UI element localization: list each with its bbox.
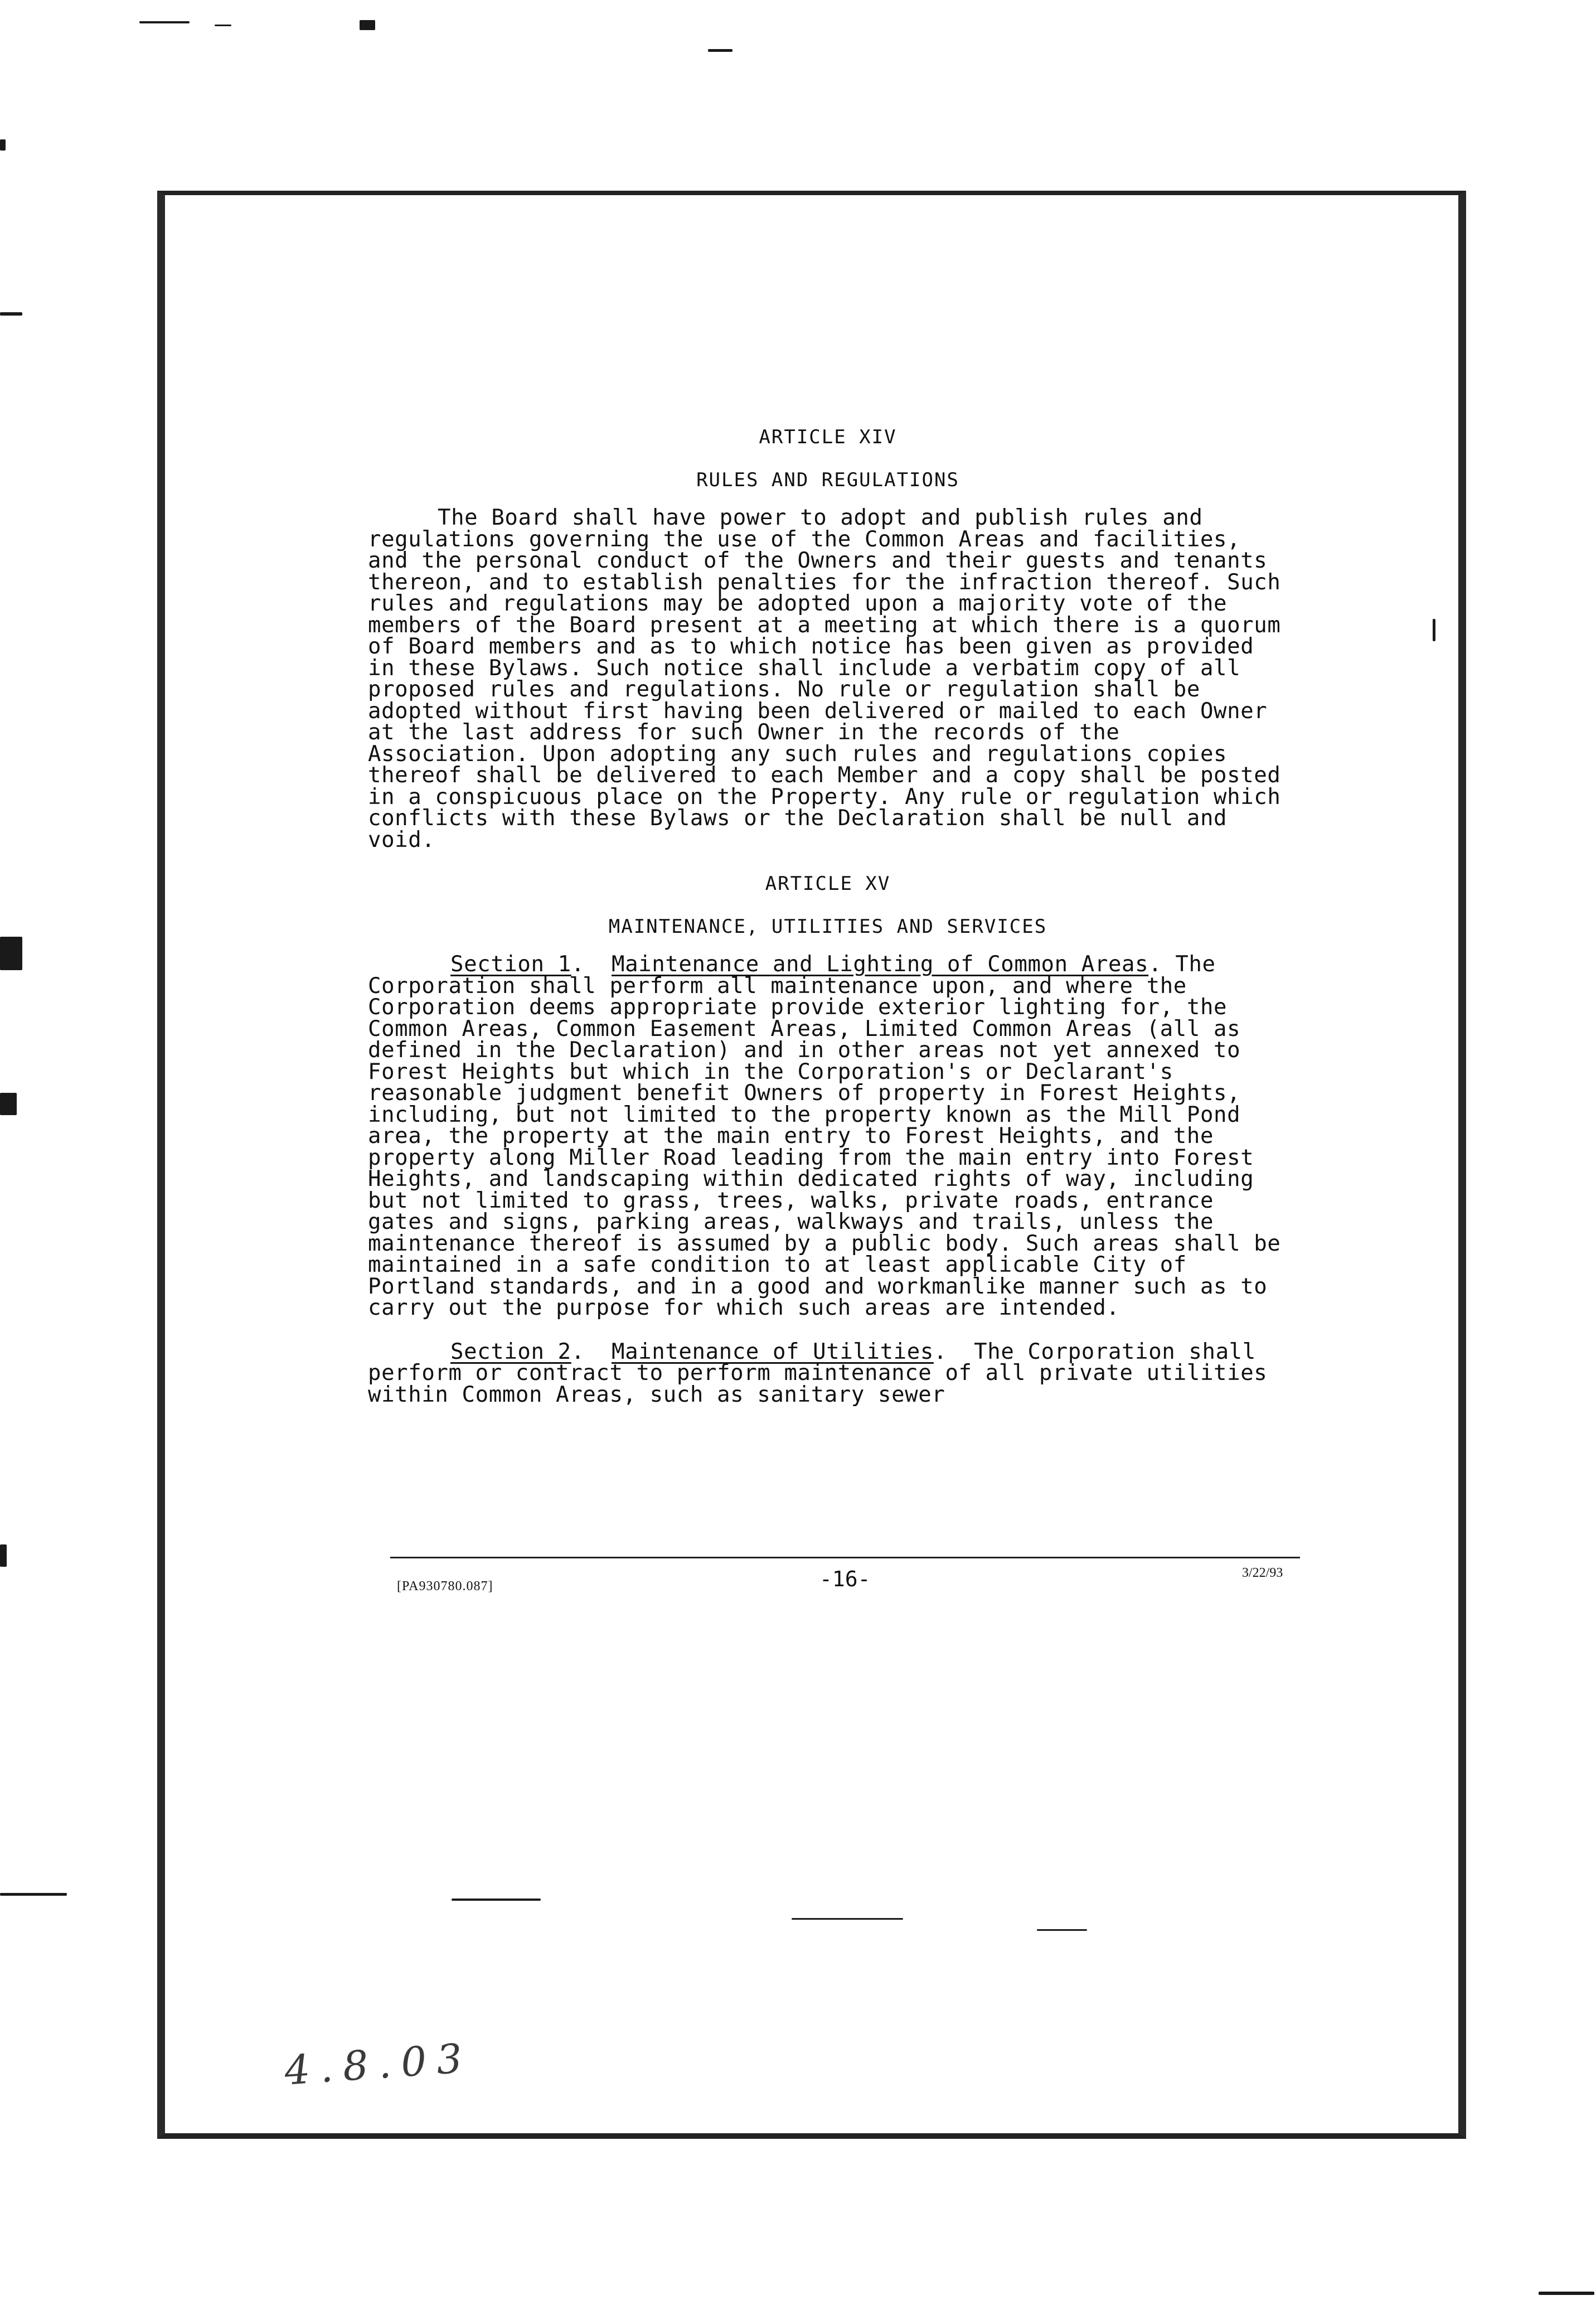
section-2-heading: Maintenance of Utilities (611, 1339, 934, 1364)
document-date: 3/22/93 (1242, 1566, 1283, 1580)
scan-mark (708, 49, 732, 52)
article-xiv-body (368, 507, 1288, 851)
section-2-body: The Corporation shall perform or contract to perform maintenance of all private utilities within Common Areas, such as sanitary sewer (368, 1339, 1268, 1407)
document-body (368, 427, 1288, 1428)
article-xiv-number: ARTICLE XIV (759, 426, 897, 448)
section-1-paragraph: Section 1. Maintenance and Lighting of Common Areas. The Corporation shall perform all maintenance upon, and where the Corporation deems appropriate provide exterior lighting for, the Common Areas, Common Easement Areas, Limited Common Areas (all as defined in the Declaration) and in other areas not yet annexed to Forest Heights but which in the Corporation's or Declarant's reasonable judgment benefit Owners of property in Forest Heights, including, but not limited to the property known as the Mill Pond area, the property at the main entry to Forest Heights, and the property along Miller Road leading from the main entry into Forest Heights, and landscaping within dedicated rights of way, including but not limited to grass, trees, walks, private roads, entrance gates and signs, parking areas, walkways and trails, unless the maintenance thereof is assumed by a public body. Such areas shall be maintained in a safe condition to at least applicable City of Portland standards, and in a good and workmanlike manner such as to carry out the purpose for which such areas are intended. (368, 952, 1281, 1320)
section-1-label: Section 1 (450, 952, 571, 977)
footer-rule (390, 1557, 1300, 1558)
scan-mark (360, 20, 375, 30)
scan-mark (1539, 2292, 1594, 2295)
page-number: -16- (819, 1567, 871, 1591)
scan-mark (0, 1893, 67, 1896)
section-1-heading: Maintenance and Lighting of Common Areas (611, 952, 1149, 977)
article-xv-title: MAINTENANCE, UTILITIES AND SERVICES (608, 915, 1047, 938)
handwritten-date: 4.8.03 (283, 2034, 474, 2094)
scan-mark (0, 312, 22, 316)
scan-mark (0, 937, 22, 970)
scan-mark (0, 139, 6, 151)
scan-mark (139, 21, 190, 23)
scan-mark (215, 25, 231, 26)
section-2-label: Section 2 (450, 1339, 571, 1364)
scan-mark (0, 1544, 7, 1567)
article-xv-number: ARTICLE XV (765, 873, 891, 895)
section-2-paragraph: Section 2. Maintenance of Utilities. The Corporation shall perform or contract to perform maintenance of all private utilities within Common Areas, such as sanitary sewer (368, 1339, 1268, 1407)
document-id: [PA930780.087] (397, 1579, 493, 1594)
article-xiv-title: RULES AND REGULATIONS (696, 468, 959, 491)
scan-mark (0, 1093, 17, 1115)
article-xiv-body-text: The Board shall have power to adopt and publish rules and regulations governing the use of the Common Areas and facilities, and the personal conduct of the Owners and their guests and tenants thereon, and to establish penalties for the infraction thereof. Such rules and regulations may be adopted upon a majority vote of the members of the Board present at a meeting at which there is a quorum of Board members and as to which notice has been given as provided in these Bylaws. Such notice shall include a verbatim copy of all proposed rules and regulations. No rule or regulation shall be adopted without first having been delivered or mailed to each Owner at the last address for such Owner in the records of the Association. Upon adopting any such rules and regulations copies thereof shall be delivered to each Member and a copy shall be posted in a conspicuous place on the Property. Any rule or regulation which conflicts with these Bylaws or the Declaration shall be null and void. (368, 505, 1281, 853)
section-1-body: The Corporation shall perform all maintenance upon, and where the Corporation deems appropriate provide exterior lighting for, the Common Areas, Common Easement Areas, Limited Common Areas (all as defined in the Declaration) and in other areas not yet annexed to Forest Heights but which in the Corporation's or Declarant's reasonable judgment benefit Owners of property in Forest Heights, including, but not limited to the property known as the Mill Pond area, the property at the main entry to Forest Heights, and the property along Miller Road leading from the main entry into Forest Heights, and landscaping within dedicated rights of way, including but not limited to grass, trees, walks, private roads, entrance gates and signs, parking areas, walkways and trails, unless the maintenance thereof is assumed by a public body. Such areas shall be maintained in a safe condition to at least applicable City of Portland standards, and in a good and workmanlike manner such as to carry out the purpose for which such areas are intended. (368, 952, 1281, 1320)
